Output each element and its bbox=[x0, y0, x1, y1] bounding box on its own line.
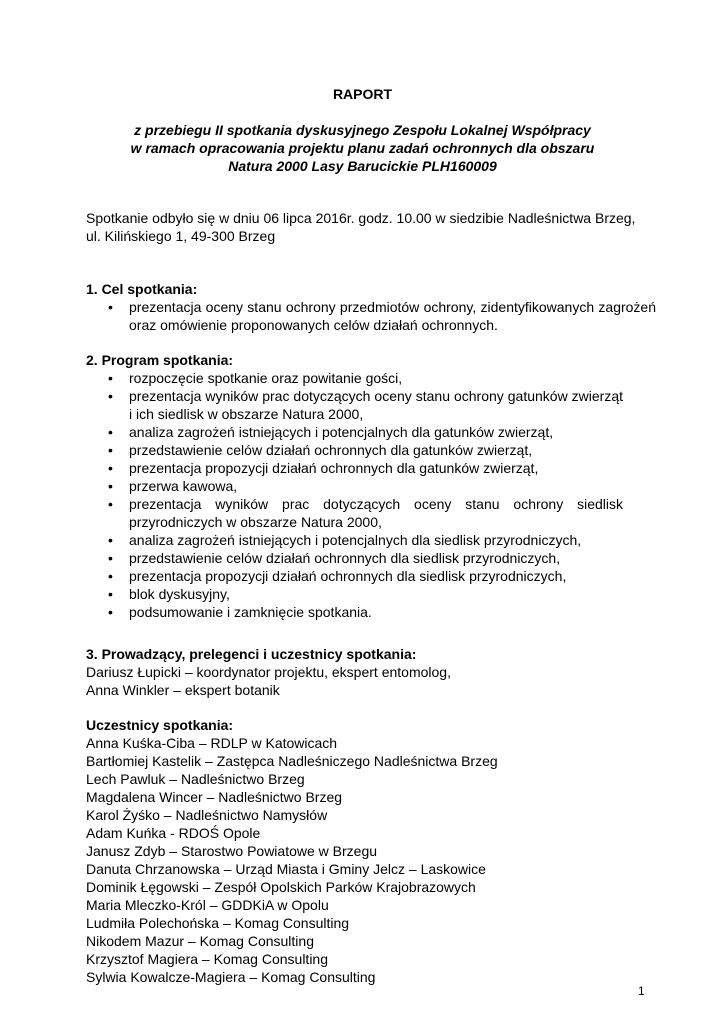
subtitle-line: w ramach opracowania projektu planu zadań ochronnych dla obszaru bbox=[130, 140, 595, 156]
list-item: • podsumowanie i zamknięcie spotkania. bbox=[86, 603, 656, 621]
document-subtitle bbox=[0, 121, 725, 175]
participant-line: Nikodem Mazur – Komag Consulting bbox=[86, 933, 314, 949]
participant-line: Karol Żyśko – Nadleśnictwo Namysłów bbox=[86, 807, 328, 823]
section-heading: 1. Cel spotkania: bbox=[86, 281, 198, 297]
section-meeting-program bbox=[86, 351, 656, 621]
section-participants bbox=[86, 716, 656, 986]
section-heading: 3. Prowadzący, prelegenci i uczestnicy spotkania: bbox=[86, 646, 417, 662]
list-item: • prezentacja propozycji działań ochronnych dla siedlisk przyrodniczych, bbox=[86, 567, 656, 585]
subtitle-line: z przebiegu II spotkania dyskusyjnego Zespołu Lokalnej Współpracy bbox=[134, 122, 591, 138]
participant-line: Danuta Chrzanowska – Urząd Miasta i Gminy Jelcz – Laskowice bbox=[86, 861, 486, 877]
list-item: • analiza zagrożeń istniejących i potencjalnych dla siedlisk przyrodniczych, bbox=[86, 531, 656, 549]
participant-line: Anna Kuśka-Ciba – RDLP w Katowicach bbox=[86, 735, 338, 751]
participant-line: Ludmiła Polechońska – Komag Consulting bbox=[86, 915, 350, 931]
participant-line: Magdalena Wincer – Nadleśnictwo Brzeg bbox=[86, 789, 343, 805]
goal-list bbox=[86, 298, 656, 334]
list-item: • przedstawienie celów działań ochronnych dla siedlisk przyrodniczych, bbox=[86, 549, 656, 567]
participant-line: Sylwia Kowalcze-Magiera – Komag Consulting bbox=[86, 969, 376, 985]
participant-line: Krzysztof Magiera – Komag Consulting bbox=[86, 951, 328, 967]
list-item: • prezentacja oceny stanu ochrony przedmiotów ochrony, zidentyfikowanych zagrożeń oraz omówienie proponowanych celów działań ochronnych. bbox=[86, 298, 656, 334]
list-item: • przerwa kawowa, bbox=[86, 477, 656, 495]
host-line: Dariusz Łupicki – koordynator projektu, ekspert entomolog, bbox=[86, 664, 451, 680]
participant-line: Janusz Zdyb – Starostwo Powiatowe w Brzegu bbox=[86, 843, 378, 859]
list-item: • przedstawienie celów działań ochronnych dla gatunków zwierząt, bbox=[86, 441, 656, 459]
section-hosts bbox=[86, 645, 656, 699]
subtitle-line: Natura 2000 Lasy Barucickie PLH160009 bbox=[228, 158, 497, 174]
participant-line: Adam Kuńka - RDOŚ Opole bbox=[86, 825, 261, 841]
participant-line: Maria Mleczko-Król – GDDKiA w Opolu bbox=[86, 897, 329, 913]
participant-line: Bartłomiej Kastelik – Zastępca Nadleśniczego Nadleśnictwa Brzeg bbox=[86, 753, 498, 769]
participant-line: Dominik Łęgowski – Zespół Opolskich Parków Krajobrazowych bbox=[86, 879, 476, 895]
program-list bbox=[86, 369, 656, 621]
document-title: RAPORT bbox=[332, 86, 393, 102]
intro-line: Spotkanie odbyło się w dniu 06 lipca 2016r. godz. 10.00 w siedzibie Nadleśnictwa Brzeg, bbox=[86, 210, 636, 226]
section-meeting-goal bbox=[86, 280, 656, 334]
participant-line: Lech Pawluk – Nadleśnictwo Brzeg bbox=[86, 771, 305, 787]
list-item: • prezentacja propozycji działań ochronnych dla gatunków zwierząt, bbox=[86, 459, 656, 477]
list-item: • prezentacja wyników prac dotyczących oceny stanu ochrony siedlisk przyrodniczych w obszarze Natura 2000, bbox=[86, 495, 623, 531]
intro-line: ul. Kilińskiego 1, 49-300 Brzeg bbox=[86, 228, 276, 244]
list-item: • blok dyskusyjny, bbox=[86, 585, 656, 603]
page-number: 1 bbox=[638, 984, 645, 998]
list-item: • analiza zagrożeń istniejących i potencjalnych dla gatunków zwierząt, bbox=[86, 423, 656, 441]
section-heading: Uczestnicy spotkania: bbox=[86, 717, 234, 733]
list-item: • rozpoczęcie spotkanie oraz powitanie gości, bbox=[86, 369, 656, 387]
host-line: Anna Winkler – ekspert botanik bbox=[86, 682, 280, 698]
list-item: • prezentacja wyników prac dotyczących oceny stanu ochrony gatunków zwierząt i ich siedlisk w obszarze Natura 2000, bbox=[86, 387, 623, 423]
meeting-intro bbox=[86, 209, 646, 245]
section-heading: 2. Program spotkania: bbox=[86, 352, 234, 368]
